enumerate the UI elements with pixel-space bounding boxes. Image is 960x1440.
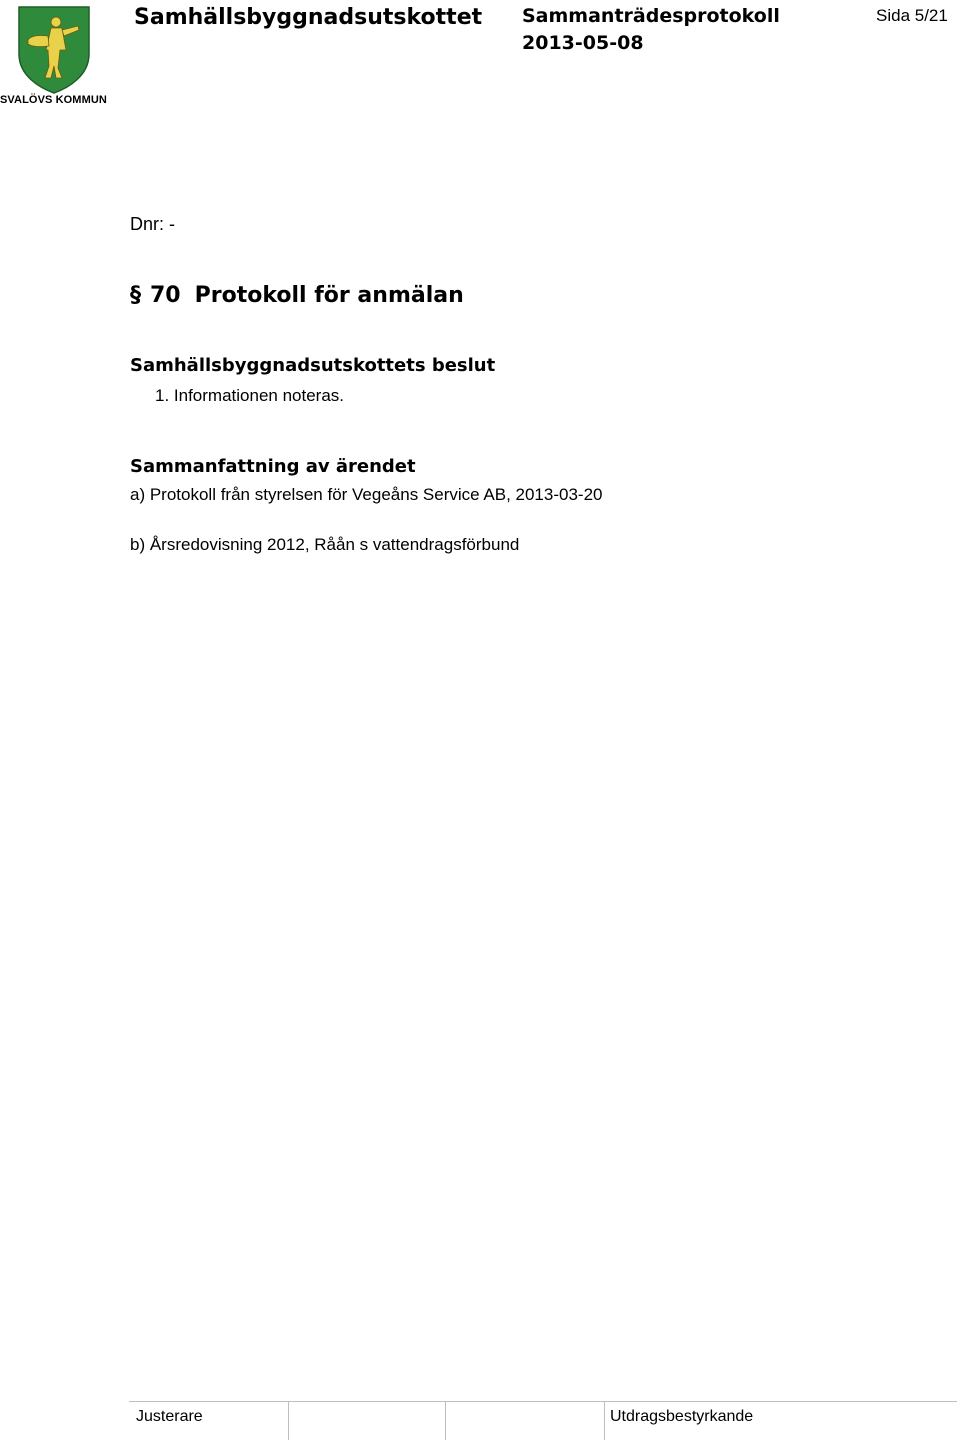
document-type: Sammanträdesprotokoll bbox=[522, 5, 780, 27]
registration-number: Dnr: - bbox=[130, 214, 175, 234]
meeting-date: 2013-05-08 bbox=[522, 32, 644, 54]
section-title: Protokoll för anmälan bbox=[194, 283, 464, 308]
section-heading bbox=[130, 283, 464, 308]
municipality-logo-icon bbox=[18, 6, 90, 94]
footer-divider bbox=[288, 1402, 289, 1440]
decision-list bbox=[130, 386, 344, 406]
page-number: Sida 5/21 bbox=[876, 6, 948, 25]
footer-divider bbox=[445, 1402, 446, 1440]
section-number: 70 bbox=[150, 283, 181, 308]
municipality-name: SVALÖVS KOMMUN bbox=[0, 94, 107, 106]
signature-footer bbox=[129, 1401, 957, 1440]
summary-heading: Sammanfattning av ärendet bbox=[130, 456, 416, 477]
summary-item: a) Protokoll från styrelsen för Vegeåns Service AB, 2013-03-20 bbox=[130, 485, 603, 504]
committee-name: Samhällsbyggnadsutskottet bbox=[134, 5, 483, 30]
footer-divider bbox=[604, 1402, 605, 1440]
footer-utdragsbestyrkande-label: Utdragsbestyrkande bbox=[610, 1408, 754, 1425]
summary-item: b) Årsredovisning 2012, Råån s vattendragsförbund bbox=[130, 535, 520, 554]
footer-justerare-label: Justerare bbox=[136, 1408, 203, 1425]
section-symbol: § bbox=[130, 283, 141, 308]
decision-item: 1. Informationen noteras. bbox=[155, 386, 345, 405]
decision-heading: Samhällsbyggnadsutskottets beslut bbox=[130, 355, 496, 376]
